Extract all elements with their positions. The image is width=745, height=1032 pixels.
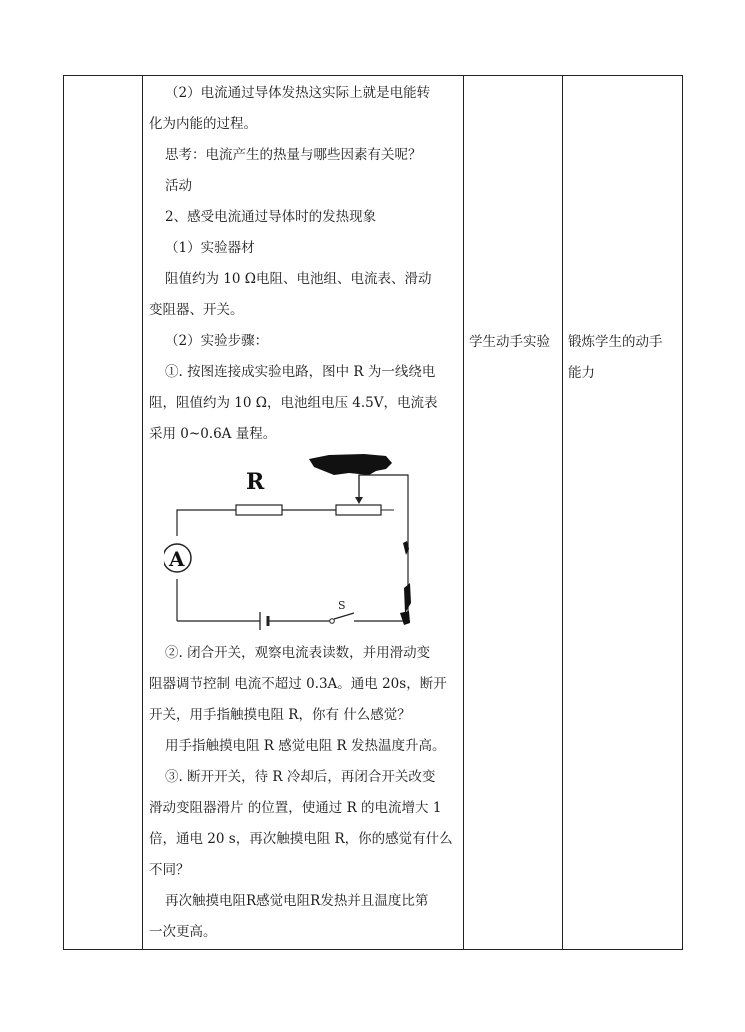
text-line: 变阻器、开关。: [149, 302, 244, 318]
switch-lever: [334, 613, 354, 619]
column-divider-3: [562, 75, 563, 950]
text-line: ②. 闭合开关，观察电流表读数，并用滑动变: [165, 645, 431, 661]
text-line: 开关，用手指触摸电阻 R，你有 什么感觉？: [149, 707, 411, 723]
column-divider-1: [142, 75, 143, 950]
text-line: 采用 0~0.6A 量程。: [149, 426, 277, 442]
text-line: ③. 断开开关，待 R 冷却后，再闭合开关改变: [165, 769, 436, 785]
text-line: （2）实验步骤：: [165, 333, 269, 349]
table-border-right: [682, 75, 683, 950]
circuit-wire: [359, 475, 408, 621]
text-line: 思考：电流产生的热量与哪些因素有关呢？: [165, 147, 422, 163]
text-line: 阻值约为 10 Ω电阻、电池组、电流表、滑动: [165, 271, 432, 287]
text-line: 滑动变阻器滑片 的位置，使通过 R 的电流增大 1: [149, 800, 442, 816]
ammeter-label: A: [169, 547, 185, 571]
table-bottom-border: [63, 949, 683, 950]
text-line: 化为内能的过程。: [149, 116, 257, 132]
student-activity-text: 学生动手实验: [469, 334, 550, 350]
text-line: 一次更高。: [149, 924, 217, 940]
text-line: （1）实验器材: [165, 240, 255, 256]
table-top-border: [63, 75, 683, 76]
circuit-wire: [177, 510, 236, 536]
rheostat-arrow: [355, 497, 363, 504]
switch-contact: [330, 619, 335, 624]
rheostat-symbol: [336, 505, 381, 515]
ink-blot: [309, 454, 392, 475]
text-line: 活动: [165, 178, 192, 194]
text-line: （2）电流通过导体发热这实际上就是电能转: [165, 85, 431, 101]
text-line: 再次触摸电阻R感觉电阻R发热并且温度比第: [165, 893, 429, 909]
text-line: 倍，通电 20 s，再次触摸电阻 R，你的感觉有什么: [149, 831, 453, 847]
text-line: 阻，阻值约为 10 Ω，电池组电压 4.5V，电流表: [149, 395, 438, 411]
table-border-left: [63, 75, 64, 950]
text-line: 阻器调节控制 电流不超过 0.3A。通电 20s，断开: [149, 676, 447, 692]
ink-speckle: [400, 541, 411, 625]
text-line: 不同？: [149, 862, 190, 878]
design-intent-line1: 锻炼学生的动手: [568, 334, 663, 350]
lesson-table: [63, 75, 683, 950]
circuit-diagram: [164, 453, 414, 633]
resistor-label: R: [246, 469, 265, 495]
text-line: 2、感受电流通过导体时的发热现象: [165, 209, 377, 225]
text-line: 用手指触摸电阻 R 感觉电阻 R 发热温度升高。: [165, 738, 446, 754]
switch-label: S: [338, 599, 346, 612]
resistor-symbol: [236, 505, 282, 515]
column-divider-2: [463, 75, 464, 950]
text-line: ①. 按图连接成实验电路，图中 R 为一线绕电: [165, 364, 436, 380]
design-intent-line2: 能力: [568, 365, 595, 381]
